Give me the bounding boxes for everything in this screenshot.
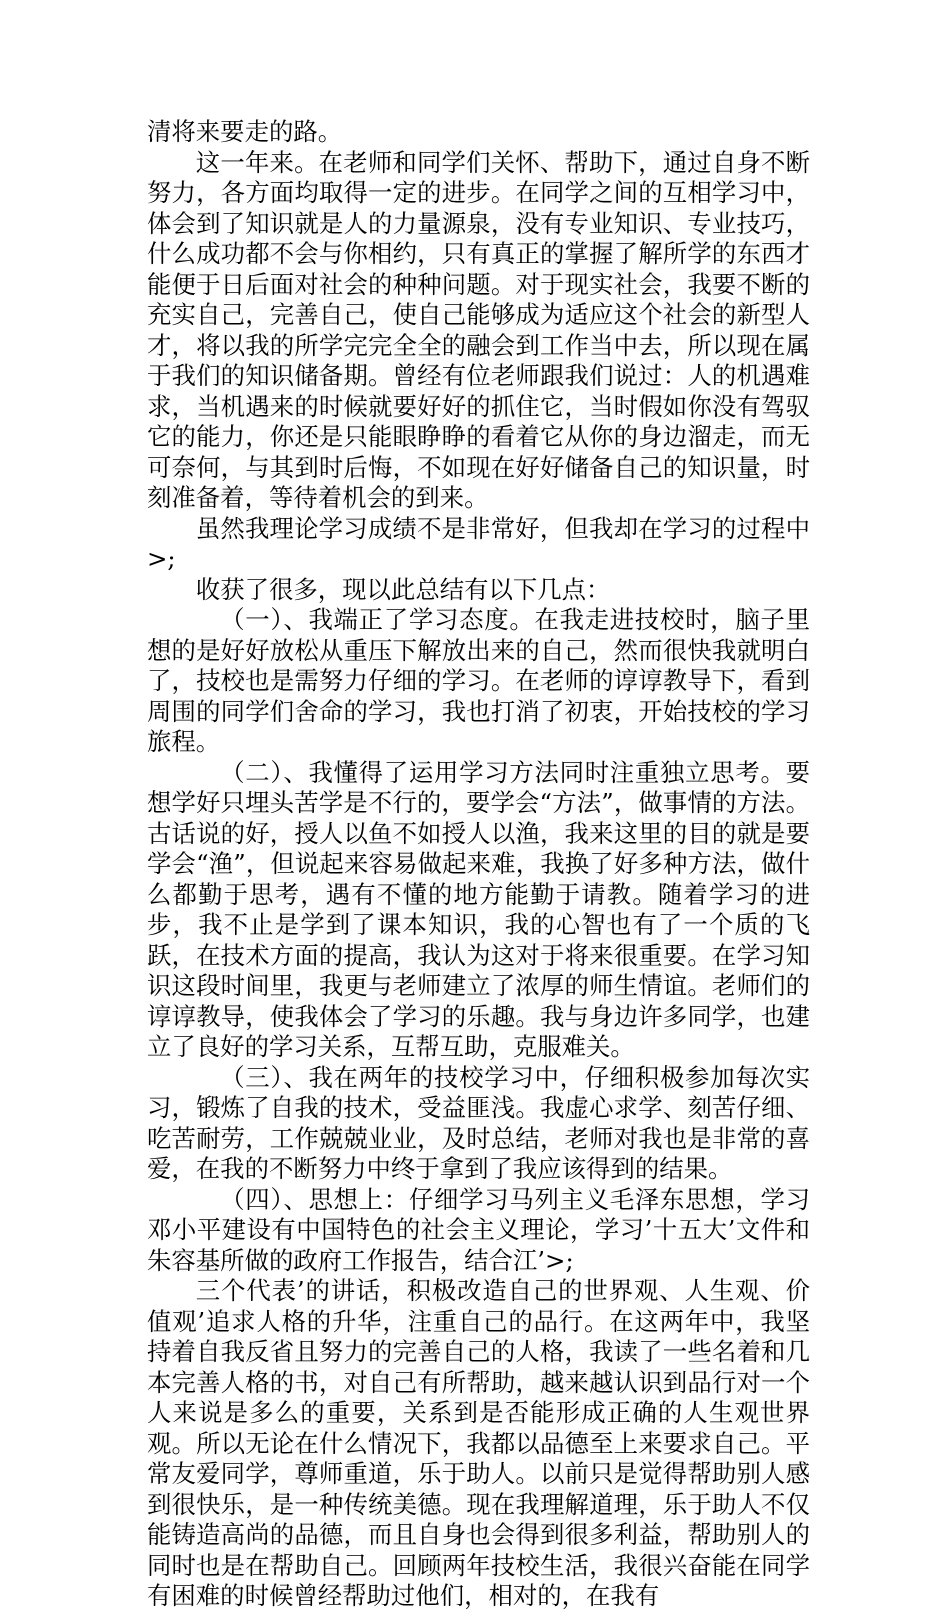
paragraph-theory-study: 虽然我理论学习成绩不是非常好，但我却在学习的过程中>; [147,513,810,573]
paragraph-point-two: （二）、我懂得了运用学习方法同时注重独立思考。要想学好只埋头苦学是不行的，要学会“方法”，做事情的方法。古话说的好，授人以鱼不如授人以渔，我来这里的目的就是要学会“渔”，但说起来容易做起来难，我换了好多种方法，做什么都勤于思考，遇有不懂的地方能勤于请教。随着学习的进步，我不止是学到了课本知识，我的心智也有了一个质的飞跃，在技术方面的提高，我认为这对于将来很重要。在学习知识这段时间里，我更与老师建立了浓厚的师生情谊。老师们的谆谆教导，使我体会了学习的乐趣。我与身边许多同学，也建立了良好的学习关系，互帮互助，克服难关。 [147,757,810,1061]
paragraph-year-review: 这一年来。在老师和同学们关怀、帮助下，通过自身不断努力，各方面均取得一定的进步。在同学之间的互相学习中，体会到了知识就是人的力量源泉，没有专业知识、专业技巧，什么成功都不会与你相约，只有真正的掌握了解所学的东西才能便于日后面对社会的种种问题。对于现实社会，我要不断的充实自己，完善自己，使自己能够成为适应这个社会的新型人才，将以我的所学完完全全的融会到工作当中去，所以现在属于我们的知识储备期。曾经有位老师跟我们说过：人的机遇难求，当机遇来的时候就要好好的抓住它，当时假如你没有驾驭它的能力，你还是只能眼睁睁的看着它从你的身边溜走，而无可奈何，与其到时后悔，不如现在好好储备自己的知识量，时刻准备着，等待着机会的到来。 [147,147,810,512]
document-body [147,117,810,1612]
paragraph-point-three: （三）、我在两年的技校学习中，仔细积极参加每次实习，锻炼了自我的技术，受益匪浅。我虚心求学、刻苦仔细、吃苦耐劳，工作兢兢业业，及时总结，老师对我也是非常的喜爱，在我的不断努力中终于拿到了我应该得到的结果。 [147,1062,810,1183]
paragraph-three-represents: 三个代表’的讲话，积极改造自己的世界观、人生观、价值观’追求人格的升华，注重自己的品行。在这两年中，我坚持着自我反省且努力的完善自己的人格，我读了一些名着和几本完善人格的书，对自己有所帮助，越来越认识到品行对一个人来说是多么的重要，关系到是否能形成正确的人生观世界观。所以无论在什么情况下，我都以品德至上来要求自己。平常友爱同学，尊师重道，乐于助人。以前只是觉得帮助别人感到很快乐，是一种传统美德。现在我理解道理，乐于助人不仅能铸造高尚的品德，而且自身也会得到很多利益，帮助别人的同时也是在帮助自己。回顾两年技校生活，我很兴奋能在同学有困难的时候曾经帮助过他们，相对的，在我有 [147,1276,810,1610]
paragraph-continuation: 清将来要走的路。 [147,117,343,146]
paragraph-point-four: （四）、思想上：仔细学习马列主义毛泽东思想，学习邓小平建设有中国特色的社会主义理论，学习’十五大’文件和朱容基所做的政府工作报告，结合江’>; [147,1184,810,1275]
paragraph-point-one: （一）、我端正了学习态度。在我走进技校时，脑子里想的是好好放松从重压下解放出来的自己，然而很快我就明白了，技校也是需努力仔细的学习。在老师的谆谆教导下，看到周围的同学们舍命的学习，我也打消了初衷，开始技校的学习旅程。 [147,605,810,756]
paragraph-summary-intro: 收获了很多，现以此总结有以下几点： [195,574,611,604]
